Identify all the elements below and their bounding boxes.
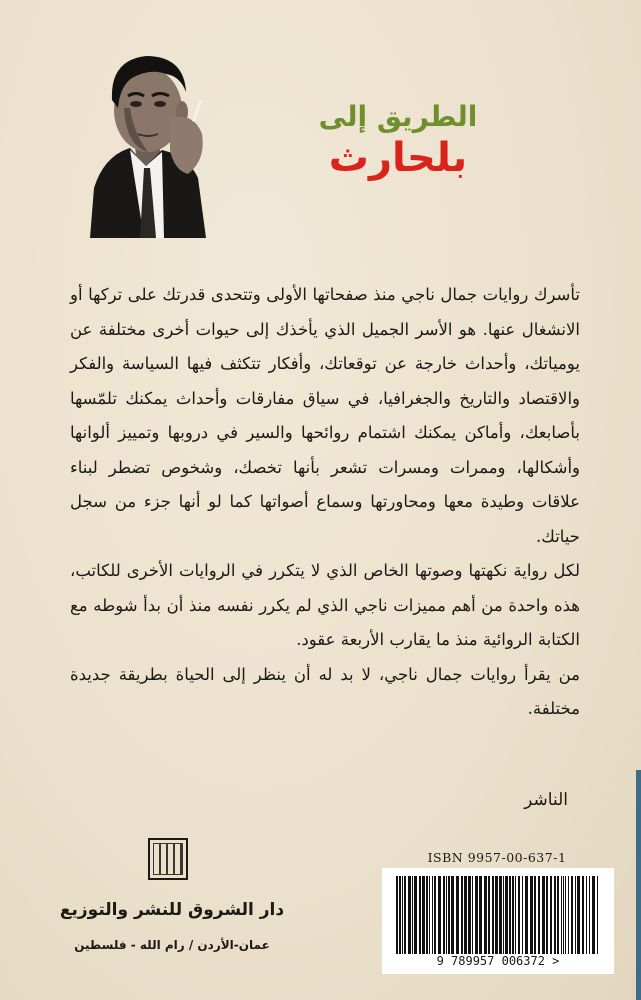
isbn-label: ISBN 9957-00-637-1 bbox=[427, 850, 567, 865]
barcode-bar bbox=[472, 876, 473, 956]
barcode-digits: 9 789957 006372 > bbox=[382, 954, 614, 968]
book-title-line2: بلحارث bbox=[328, 135, 468, 181]
barcode-bar bbox=[438, 876, 441, 956]
barcode-bar bbox=[499, 876, 502, 956]
barcode-bar bbox=[589, 876, 590, 956]
barcode-bars bbox=[382, 868, 614, 958]
barcode-bar bbox=[515, 876, 516, 956]
barcode-bar bbox=[408, 876, 411, 956]
barcode-bar bbox=[488, 876, 490, 956]
barcode-bar bbox=[414, 876, 417, 956]
barcode-bar bbox=[402, 876, 403, 956]
blurb-paragraph-2: لكل رواية نكهتها وصوتها الخاص الذي لا يتكرر في الروايات الأخرى للكاتب، هذه واحدة من أهم مميزات ناجي الذي لم يكرر نفسه منذ أن بدأ شوطه مع الكتابة الروائية منذ ما يقارب الأربعة عقود. bbox=[70, 561, 580, 649]
publisher-name: دار الشروق للنشر والتوزيع bbox=[59, 900, 285, 920]
barcode-bar bbox=[550, 876, 552, 956]
barcode-bar bbox=[542, 876, 545, 956]
barcode-bar bbox=[432, 876, 433, 956]
barcode-bar bbox=[456, 876, 459, 956]
barcode-bar bbox=[448, 876, 450, 956]
barcode-bar bbox=[561, 876, 562, 956]
barcode-bar bbox=[503, 876, 504, 956]
barcode bbox=[382, 868, 614, 974]
publisher-logo bbox=[148, 838, 188, 880]
blurb-paragraph-1: تأسرك روايات جمال ناجي منذ صفحاتها الأولى وتتحدى قدرتك على تركها أو الانشغال عنها. هو الأسر الجميل الذي يأخذك إلى حيوات أخرى مختلفة عن يومياتك، وأحداث خارجة عن توقعاتك، وأفكار تتكثف فيها السياسة والفكر والاقتصاد والتاريخ والجغرافيا، في سياق مفارقات وأحداث يمكنك تلمّسها بأصابعك، وأماكن يمكنك اشتمام روائحها والسير في دروبها وتمييز ألوانها وأشكالها، وممرات ومسرات تشعر بأنها تخصك، وشخوص تضطر لبناء علاقات وطيدة معها ومحاورتها وسماع أصواتها كما لو أنها جزء من سجل حياتك. bbox=[70, 285, 580, 546]
barcode-bar bbox=[495, 876, 498, 956]
barcode-bar bbox=[399, 876, 401, 956]
barcode-bar bbox=[479, 876, 482, 956]
barcode-bar bbox=[597, 876, 598, 956]
barcode-bar bbox=[509, 876, 511, 956]
barcode-bar bbox=[575, 876, 576, 956]
barcode-bar bbox=[464, 876, 467, 956]
barcode-bar bbox=[404, 876, 406, 956]
barcode-bar bbox=[419, 876, 421, 956]
barcode-bar bbox=[530, 876, 533, 956]
barcode-bar bbox=[565, 876, 566, 956]
barcode-bar bbox=[461, 876, 463, 956]
barcode-bar bbox=[534, 876, 536, 956]
barcode-bar bbox=[518, 876, 520, 956]
barcode-bar bbox=[443, 876, 445, 956]
edge-strip bbox=[636, 770, 641, 1000]
barcode-bar bbox=[412, 876, 413, 956]
barcode-bar bbox=[422, 876, 425, 956]
barcode-bar bbox=[429, 876, 430, 956]
barcode-bar bbox=[492, 876, 494, 956]
barcode-bar bbox=[434, 876, 436, 956]
barcode-bar bbox=[484, 876, 487, 956]
barcode-bar bbox=[554, 876, 556, 956]
blurb-text bbox=[70, 278, 580, 727]
author-portrait bbox=[84, 38, 224, 238]
barcode-bar bbox=[426, 876, 428, 956]
barcode-bar bbox=[451, 876, 454, 956]
barcode-bar bbox=[586, 876, 587, 956]
barcode-bar bbox=[512, 876, 514, 956]
barcode-bar bbox=[557, 876, 559, 956]
barcode-bar bbox=[396, 876, 398, 956]
book-title-line1: الطريق إلى bbox=[318, 100, 478, 133]
barcode-bar bbox=[475, 876, 478, 956]
book-title bbox=[318, 100, 478, 182]
barcode-bar bbox=[468, 876, 471, 956]
barcode-bar bbox=[505, 876, 508, 956]
barcode-bar bbox=[582, 876, 584, 956]
barcode-bar bbox=[592, 876, 595, 956]
barcode-bar bbox=[568, 876, 569, 956]
publisher-logo-mark bbox=[153, 843, 183, 875]
barcode-bar bbox=[563, 876, 564, 956]
barcode-bar bbox=[577, 876, 580, 956]
barcode-bar bbox=[446, 876, 447, 956]
barcode-bar bbox=[571, 876, 573, 956]
barcode-bar bbox=[525, 876, 528, 956]
publisher-address: عمان-الأردن / رام الله - فلسطين bbox=[74, 938, 270, 952]
blurb-paragraph-3: من يقرأ روايات جمال ناجي، لا بد له أن ينظر إلى الحياة بطريقة جديدة مختلفة. bbox=[70, 664, 580, 718]
barcode-bar bbox=[522, 876, 523, 956]
barcode-bar bbox=[546, 876, 548, 956]
publisher-signature: الناشر bbox=[524, 790, 568, 810]
barcode-bar bbox=[538, 876, 540, 956]
